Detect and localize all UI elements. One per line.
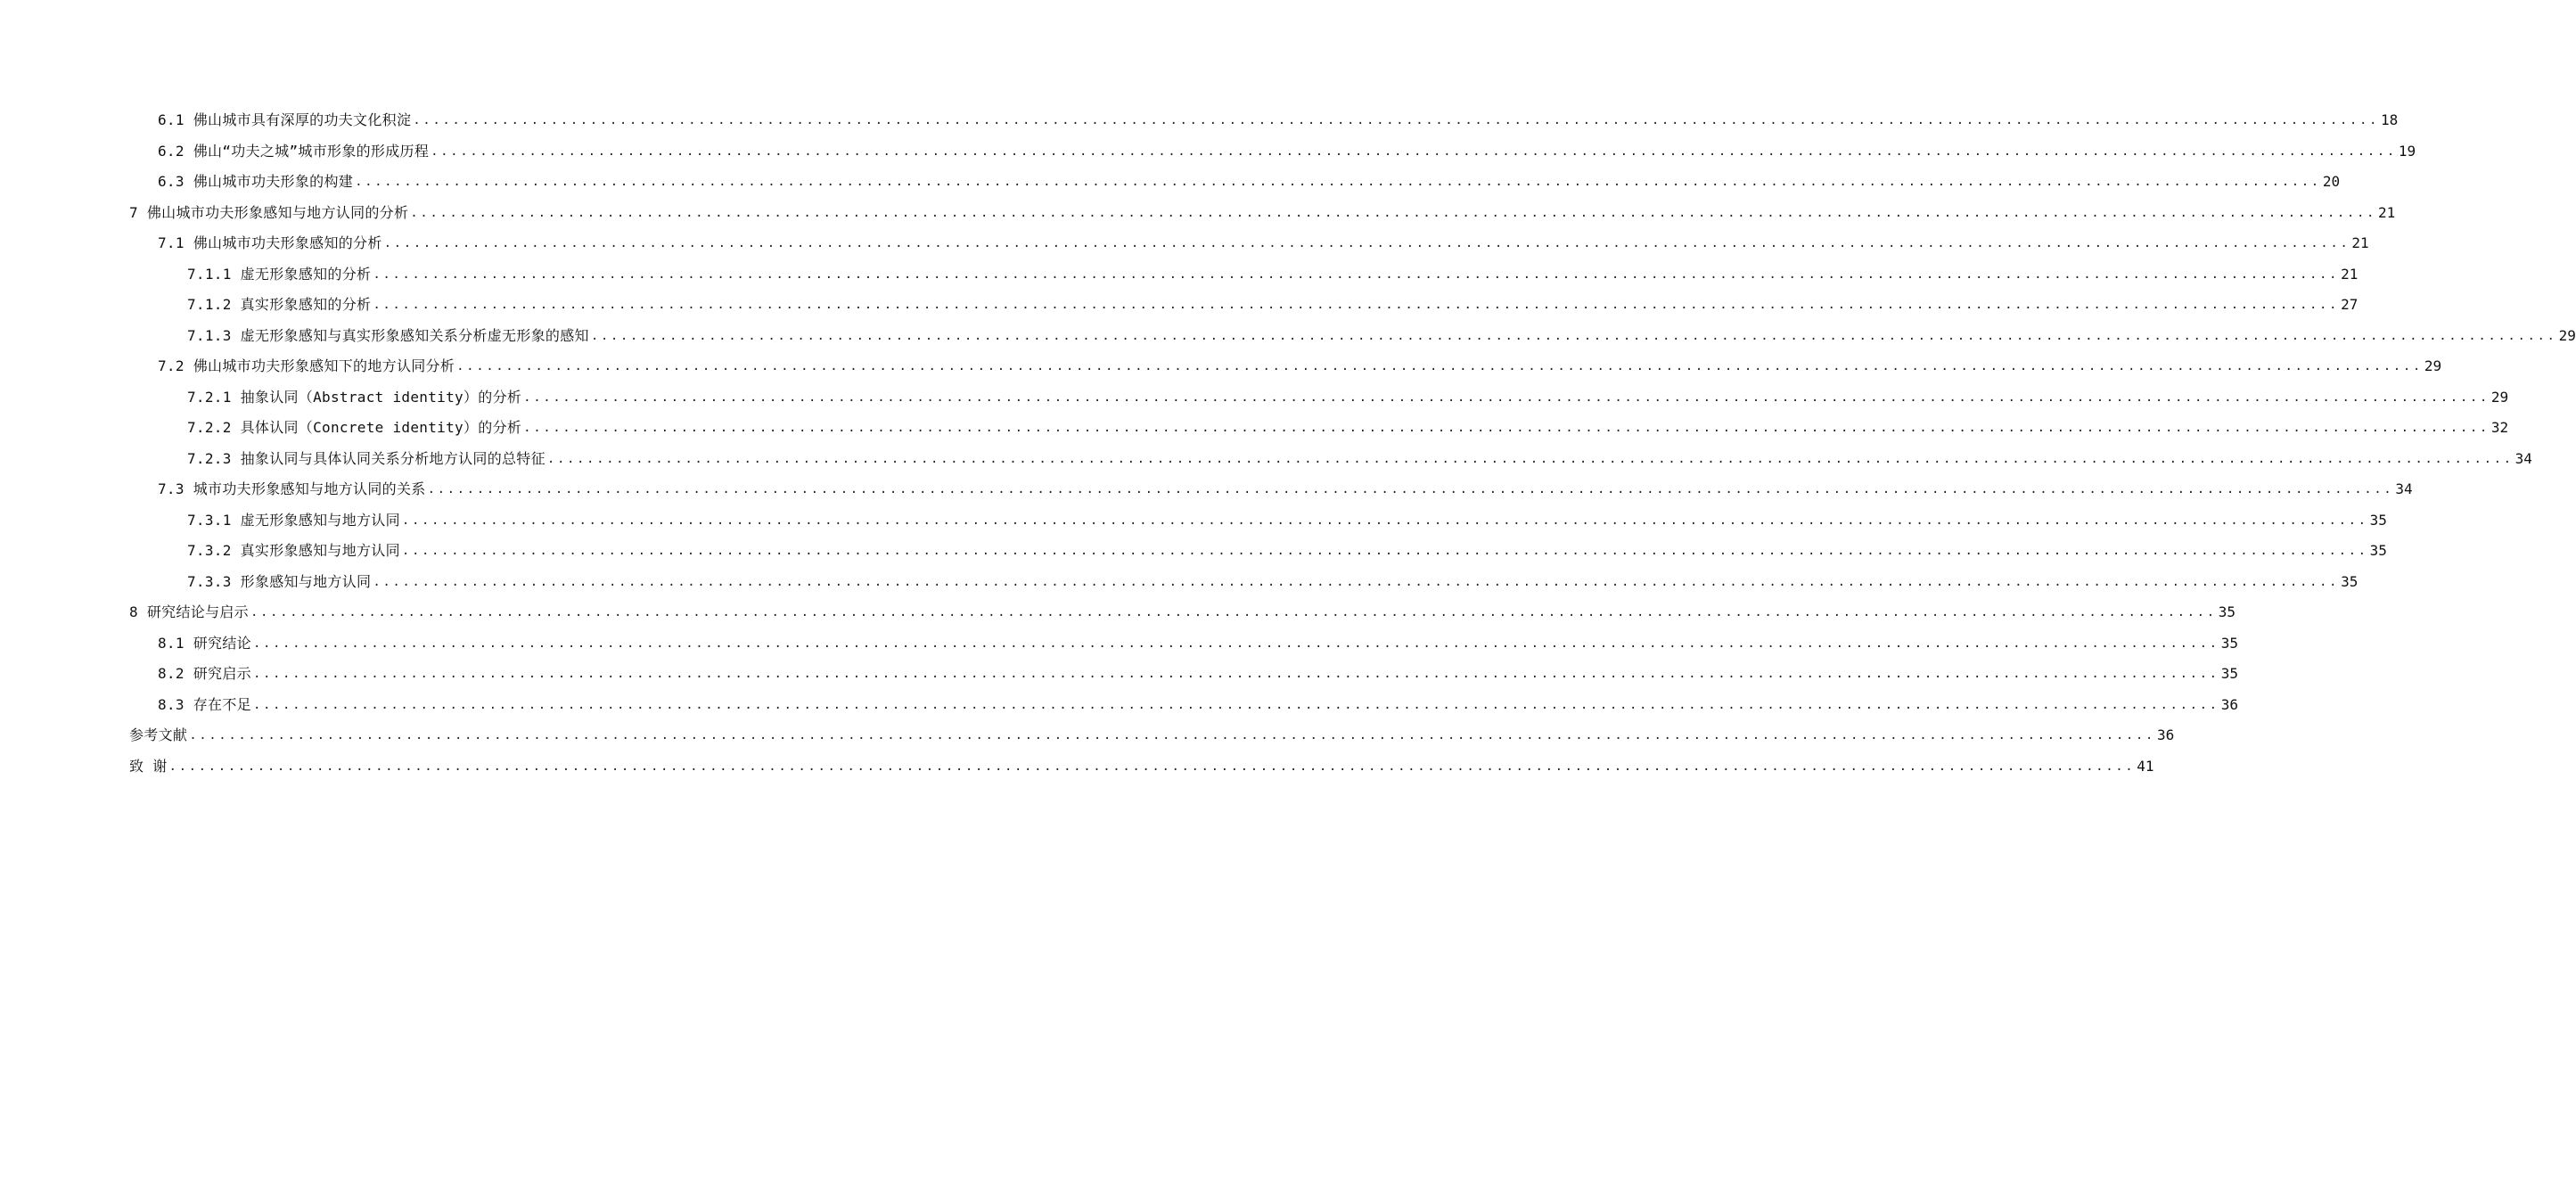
toc-entry-label: 抽象认同（Abstract identity）的分析	[240, 388, 522, 406]
toc-entry-number: 7.3	[158, 480, 185, 497]
toc-entry-number: 7.2.3	[187, 449, 232, 467]
toc-entry-number: 7.3.2	[187, 542, 232, 559]
toc-entry[interactable]	[0, 536, 2387, 567]
toc-entry-number: 8	[129, 603, 138, 620]
toc-entry[interactable]	[0, 628, 2238, 660]
toc-entry-heading	[158, 228, 384, 259]
toc-entry-label: 虚无形象感知与地方认同	[240, 511, 400, 529]
toc-entry[interactable]	[0, 321, 2576, 352]
toc-entry-label: 佛山城市功夫形象感知的分析	[193, 234, 382, 251]
toc-entry-heading	[187, 321, 591, 352]
toc-entry-number: 6.3	[158, 173, 185, 190]
toc-entry[interactable]	[0, 167, 2341, 198]
toc-entry-heading	[158, 628, 253, 660]
toc-entry-page: 35	[2369, 542, 2387, 559]
toc-entry-page: 34	[2514, 449, 2532, 467]
toc-entry-page: 21	[2341, 265, 2359, 283]
toc-entry[interactable]	[0, 690, 2238, 721]
toc-entry-label: 虚无形象感知与真实形象感知关系分析虚无形象的感知	[240, 326, 589, 344]
toc-entry-label: 佛山城市功夫形象感知与地方认同的分析	[146, 203, 409, 221]
toc-entry-heading	[187, 567, 373, 598]
dot-leader: ........................................................................................................................................................................................................	[410, 205, 2377, 220]
dot-leader: ........................................................................................................................................................................................................	[401, 544, 2368, 558]
toc-entry[interactable]	[0, 413, 2509, 444]
toc-entry-label: 具体认同（Concrete identity）的分析	[240, 419, 522, 436]
toc-entry-heading	[187, 505, 402, 537]
dot-leader: ........................................................................................................................................................................................................	[456, 359, 2423, 373]
toc-entry-label: 真实形象感知的分析	[240, 296, 372, 313]
toc-entry-label: 抽象认同与具体认同关系分析地方认同的总特征	[240, 449, 546, 467]
dot-leader: ........................................................................................................................................................................................................	[355, 175, 2321, 189]
dot-leader: ........................................................................................................................................................................................................	[373, 574, 2340, 589]
dot-leader: ........................................................................................................................................................................................................	[168, 759, 2136, 774]
toc-entry-label: 佛山城市功夫形象感知下的地方认同分析	[193, 357, 455, 374]
toc-entry[interactable]	[0, 382, 2509, 414]
toc-entry-heading	[129, 597, 250, 628]
dot-leader: ........................................................................................................................................................................................................	[546, 451, 2514, 466]
toc-entry-heading	[158, 351, 456, 382]
toc-entry-label: 城市功夫形象感知与地方认同的关系	[193, 480, 426, 497]
toc-entry-number: 8.1	[158, 634, 185, 652]
toc-entry[interactable]	[0, 567, 2359, 598]
toc-entry-number: 7.2.2	[187, 419, 232, 436]
dot-leader: ........................................................................................................................................................................................................	[523, 390, 2490, 405]
toc-entry[interactable]	[0, 351, 2442, 382]
toc-entry-page: 27	[2341, 296, 2359, 313]
toc-entry-label: 研究结论与启示	[146, 603, 249, 620]
toc-entry-number: 6.1	[158, 111, 185, 128]
toc-entry-heading	[187, 536, 402, 567]
toc-entry[interactable]	[0, 290, 2359, 321]
toc-entry-heading	[187, 382, 523, 414]
toc-entry[interactable]	[0, 105, 2399, 136]
toc-entry-page: 29	[2490, 388, 2509, 406]
toc-entry[interactable]	[0, 597, 2236, 628]
toc-entry-number: 7.3.3	[187, 572, 232, 590]
dot-leader: ........................................................................................................................................................................................................	[413, 113, 2380, 127]
toc-entry-number: 7.1.3	[187, 326, 232, 344]
toc-entry-label: 佛山城市具有深厚的功夫文化积淀	[193, 111, 412, 128]
toc-entry-number: 7.3.1	[187, 511, 232, 529]
toc-entry-heading	[187, 444, 547, 475]
dot-leader: ........................................................................................................................................................................................................	[590, 328, 2557, 343]
dot-leader: ........................................................................................................................................................................................................	[427, 482, 2394, 496]
dot-leader: ........................................................................................................................................................................................................	[252, 697, 2219, 712]
toc-entry-page: 32	[2490, 419, 2509, 436]
toc-entry-page: 41	[2137, 757, 2154, 775]
toc-entry-number: 7.1	[158, 234, 185, 251]
toc-entry-page: 21	[2351, 234, 2369, 251]
dot-leader: ........................................................................................................................................................................................................	[383, 236, 2350, 250]
dot-leader: ........................................................................................................................................................................................................	[523, 421, 2490, 435]
toc-entry-heading	[129, 198, 410, 229]
dot-leader: ........................................................................................................................................................................................................	[401, 513, 2368, 528]
toc-entry-label: 参考文献	[129, 726, 188, 743]
toc-entry-number: 7.2	[158, 357, 185, 374]
toc-entry[interactable]	[0, 228, 2369, 259]
toc-entry-page: 36	[2220, 695, 2238, 713]
dot-leader: ........................................................................................................................................................................................................	[250, 605, 2217, 620]
toc-entry[interactable]	[0, 505, 2387, 537]
toc-entry-heading	[129, 751, 169, 783]
toc-entry-page: 29	[2558, 326, 2576, 344]
toc-entry[interactable]	[0, 259, 2359, 291]
toc-entry-heading	[158, 659, 253, 690]
toc-entry-number: 8.2	[158, 665, 185, 682]
toc-entry-heading	[158, 136, 431, 168]
toc-entry-page: 20	[2322, 173, 2341, 190]
toc-entry-page: 34	[2395, 480, 2413, 497]
toc-entry-number: 7.1.2	[187, 296, 232, 313]
toc-entry-heading	[158, 167, 355, 198]
toc-entry-page: 35	[2369, 511, 2387, 529]
toc-entry[interactable]	[0, 198, 2396, 229]
toc-entry-label: 研究启示	[193, 665, 251, 682]
dot-leader: ........................................................................................................................................................................................................	[373, 298, 2340, 312]
toc-entry-page: 19	[2398, 142, 2416, 160]
toc-entry-heading	[158, 690, 253, 721]
toc-entry-page: 18	[2381, 111, 2399, 128]
dot-leader: ........................................................................................................................................................................................................	[189, 728, 2155, 743]
toc-entry[interactable]	[0, 720, 2175, 751]
toc-entry-page: 21	[2378, 203, 2396, 221]
toc-entry-page: 35	[2218, 603, 2236, 620]
toc-entry[interactable]	[0, 136, 2416, 168]
toc-entry-label: 虚无形象感知的分析	[240, 265, 372, 283]
dot-leader: ........................................................................................................................................................................................................	[252, 667, 2219, 681]
toc-entry-label: 真实形象感知与地方认同	[240, 542, 400, 559]
toc-entry-page: 29	[2424, 357, 2442, 374]
toc-entry-label: 佛山“功夫之城”城市形象的形成历程	[193, 142, 430, 160]
toc-entry-page: 35	[2341, 572, 2359, 590]
toc-entry-page: 35	[2220, 665, 2238, 682]
toc-entry-number: 7.1.1	[187, 265, 232, 283]
toc-entry-number: 7.2.1	[187, 388, 232, 406]
toc-entry[interactable]	[0, 751, 2154, 783]
toc-entry-heading	[187, 413, 523, 444]
toc-entry-label: 存在不足	[193, 695, 251, 713]
toc-entry[interactable]	[0, 444, 2532, 475]
toc-entry-page: 35	[2220, 634, 2238, 652]
toc-entry-heading	[187, 290, 373, 321]
toc-entry-number: 6.2	[158, 142, 185, 160]
toc-entry-label: 形象感知与地方认同	[240, 572, 372, 590]
toc-entry-heading	[158, 105, 413, 136]
toc-entry-page: 36	[2156, 726, 2175, 743]
toc-entry-number: 8.3	[158, 695, 185, 713]
toc-entry-heading	[129, 720, 189, 751]
dot-leader: ........................................................................................................................................................................................................	[373, 267, 2340, 282]
toc-entry-number: 7	[129, 203, 138, 221]
table-of-contents	[0, 105, 2576, 782]
toc-entry[interactable]	[0, 474, 2413, 505]
toc-entry-label: 佛山城市功夫形象的构建	[193, 173, 354, 190]
toc-entry-heading	[187, 259, 373, 291]
toc-entry-label: 致 谢	[129, 757, 168, 775]
toc-entry[interactable]	[0, 659, 2238, 690]
toc-entry-heading	[158, 474, 428, 505]
dot-leader: ........................................................................................................................................................................................................	[252, 636, 2219, 651]
dot-leader: ........................................................................................................................................................................................................	[431, 144, 2397, 159]
toc-entry-label: 研究结论	[193, 634, 251, 652]
